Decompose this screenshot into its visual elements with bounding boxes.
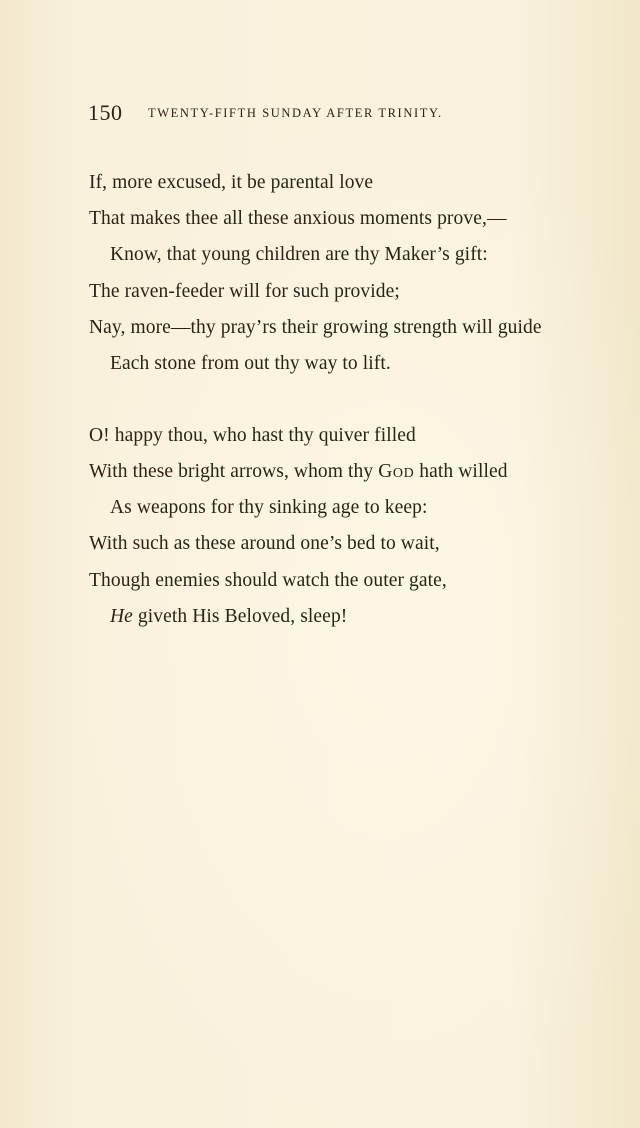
stanza-1-line-5: Nay, more—thy pray’rs their growing strength will guide [89,317,542,338]
stanza-2-line-3: As weapons for thy sinking age to keep: [110,497,428,518]
stanza-2-line-2-pre: With these bright arrows, whom thy [89,461,379,482]
stanza-1-line-4: The raven-feeder will for such provide; [89,281,400,302]
stanza-2-line-2 [89,461,508,483]
stanza-2-line-5: Though enemies should watch the outer gate, [89,570,447,591]
he-italic: He [110,606,133,627]
page-number: 150 [88,100,123,125]
stanza-1-line-1: If, more excused, it be parental love [89,172,374,193]
stanza-1-line-6: Each stone from out thy way to lift. [110,353,391,374]
stanza-2-line-1: O! happy thou, who hast thy quiver filled [89,425,416,446]
stanza-1-line-2: That makes thee all these anxious moments prove,— [89,208,507,229]
stanza-2-line-2-post: hath willed [414,461,508,482]
page-header [88,100,548,124]
stanza-2-line-6-rest: giveth His Beloved, sleep! [132,606,348,627]
god-small-caps: God [378,461,415,482]
stanza-1-line-3: Know, that young children are thy Maker’s gift: [110,244,488,265]
stanza-2-line-4: With such as these around one’s bed to wait, [89,533,440,554]
running-head: TWENTY-FIFTH SUNDAY AFTER TRINITY. [148,106,443,120]
stanza-2-line-6 [110,606,347,628]
